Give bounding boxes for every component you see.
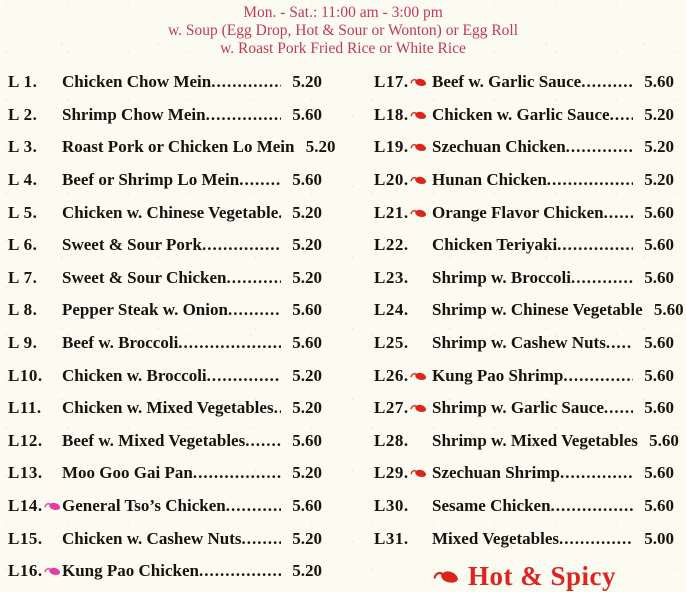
- item-number: L29.: [374, 463, 409, 483]
- dot-leader: [206, 105, 281, 125]
- item-number: L 6.: [8, 235, 38, 255]
- hot-pepper-icon: [410, 208, 428, 218]
- item-number: L25.: [374, 333, 409, 353]
- hot-pepper-icon: [410, 468, 428, 478]
- item-price: 5.20: [292, 267, 322, 287]
- dot-leader: [604, 203, 633, 223]
- item-name: Beef w. Broccoli: [62, 333, 179, 353]
- dot-leader: [604, 398, 633, 418]
- menu-item-row: [374, 99, 674, 132]
- item-number-cell: [374, 333, 432, 353]
- item-number-cell: [8, 235, 62, 255]
- item-name: Chicken Teriyaki: [432, 235, 558, 255]
- item-name: General Tso’s Chicken: [62, 496, 226, 516]
- item-number-cell: [374, 170, 432, 190]
- header-rice-line: w. Roast Pork Fried Rice or White Rice: [220, 40, 466, 57]
- item-number: L12.: [8, 430, 43, 450]
- item-number-cell: [8, 561, 62, 581]
- menu-item-row: [8, 457, 322, 490]
- dot-leader: [202, 235, 281, 255]
- menu-column-left: [8, 66, 336, 592]
- item-number: L13.: [8, 463, 43, 483]
- menu-item-row: [8, 522, 322, 555]
- item-price: 5.60: [292, 430, 322, 450]
- item-price: 5.60: [292, 104, 322, 124]
- item-number: L30.: [374, 496, 409, 516]
- item-name: Shrimp w. Garlic Sauce: [432, 398, 604, 418]
- dot-leader: [563, 366, 633, 386]
- item-number-cell: [8, 529, 62, 549]
- item-number: L19.: [374, 137, 409, 157]
- item-number-cell: [374, 268, 432, 288]
- menu-item-row: [374, 131, 674, 164]
- menu-header: [0, 0, 686, 58]
- item-number: L 8.: [8, 300, 38, 320]
- item-number: L 3.: [8, 137, 38, 157]
- item-price: 5.20: [305, 137, 336, 157]
- dot-leader: [226, 496, 281, 516]
- menu-item-row: [374, 425, 679, 458]
- menu-item-row: [8, 327, 322, 360]
- item-number: L 5.: [8, 202, 38, 222]
- item-number-cell: [8, 431, 62, 451]
- item-price: 5.60: [292, 333, 322, 353]
- dot-leader: [560, 463, 633, 483]
- item-number: L10.: [8, 365, 43, 385]
- item-price: 5.60: [644, 365, 674, 385]
- item-price: 5.60: [292, 496, 322, 516]
- dot-leader: [571, 268, 633, 288]
- item-number-cell: [374, 203, 432, 223]
- menu-item-row: [374, 457, 674, 490]
- menu-item-row: [374, 66, 674, 99]
- dot-leader: [278, 203, 281, 223]
- item-price: 5.00: [644, 528, 674, 548]
- item-number-cell: [374, 137, 432, 157]
- item-price: 5.60: [292, 170, 322, 190]
- item-number-cell: [8, 463, 62, 483]
- item-name: Sesame Chicken: [432, 496, 551, 516]
- hot-spicy-label: Hot & Spicy: [467, 560, 616, 591]
- item-price: 5.60: [653, 300, 684, 320]
- item-price: 5.20: [292, 463, 322, 483]
- menu-columns: [0, 66, 686, 592]
- item-name: Sweet & Sour Pork: [62, 235, 202, 255]
- item-number: L17.: [374, 72, 409, 92]
- item-number: L16.: [8, 561, 43, 581]
- menu-item-row: [8, 359, 322, 392]
- dot-leader: [566, 137, 633, 157]
- dot-leader: [557, 235, 633, 255]
- item-number: L18.: [374, 104, 409, 124]
- item-price: 5.60: [644, 235, 674, 255]
- item-number-cell: [374, 366, 432, 386]
- hot-pepper-icon: [44, 501, 62, 511]
- dot-leader: [606, 333, 633, 353]
- header-hours-line: Mon. - Sat.: 11:00 am - 3:00 pm: [243, 4, 443, 21]
- menu-item-row: [8, 294, 322, 327]
- item-price: 5.20: [292, 398, 322, 418]
- item-price: 5.60: [644, 496, 674, 516]
- dot-leader: [228, 300, 281, 320]
- item-number: L21.: [374, 202, 409, 222]
- item-name: Mixed Vegetables: [432, 528, 560, 548]
- item-name: Kung Pao Shrimp: [432, 365, 564, 385]
- menu-item-row: [374, 262, 674, 295]
- menu-item-row: [8, 229, 322, 262]
- item-number: L 7.: [8, 267, 38, 287]
- hot-pepper-icon: [410, 142, 428, 152]
- hot-pepper-icon: [410, 110, 428, 120]
- item-number-cell: [374, 72, 432, 92]
- menu-item-row: [8, 490, 322, 523]
- item-name: Orange Flavor Chicken: [432, 202, 604, 222]
- item-name: Shrimp Chow Mein: [62, 104, 206, 124]
- item-number: L11.: [8, 398, 42, 418]
- item-number-cell: [374, 431, 432, 451]
- item-number-cell: [8, 333, 62, 353]
- item-price: 5.20: [292, 202, 322, 222]
- item-name: Chicken w. Garlic Sauce: [432, 104, 610, 124]
- item-number-cell: [374, 463, 432, 483]
- item-number: L 9.: [8, 333, 38, 353]
- item-number: L23.: [374, 267, 409, 287]
- item-name: Szechuan Chicken: [432, 137, 566, 157]
- item-name: Chicken w. Chinese Vegetable: [62, 202, 279, 222]
- item-number: L22.: [374, 235, 409, 255]
- item-price: 5.60: [292, 300, 322, 320]
- item-number-cell: [374, 496, 432, 516]
- item-name: Hunan Chicken: [432, 170, 547, 190]
- item-price: 5.60: [644, 267, 674, 287]
- item-name: Chicken w. Cashew Nuts: [62, 528, 242, 548]
- item-name: Beef or Shrimp Lo Mein: [62, 170, 240, 190]
- item-name: Chicken Chow Mein: [62, 72, 212, 92]
- item-name: Beef w. Mixed Vegetables: [62, 430, 246, 450]
- dot-leader: [178, 333, 281, 353]
- item-name: Shrimp w. Cashew Nuts: [432, 333, 606, 353]
- hot-pepper-icon: [410, 77, 428, 87]
- menu-item-row: [374, 164, 674, 197]
- item-number-cell: [374, 105, 432, 125]
- dot-leader: [547, 170, 633, 190]
- dot-leader: [207, 366, 281, 386]
- item-name: Moo Goo Gai Pan: [62, 463, 193, 483]
- dot-leader: [551, 496, 633, 516]
- item-number: L15.: [8, 528, 43, 548]
- menu-item-row: [374, 327, 674, 360]
- item-name: Chicken w. Broccoli: [62, 365, 207, 385]
- menu-item-row: [374, 229, 674, 262]
- item-number-cell: [8, 203, 62, 223]
- item-price: 5.20: [292, 365, 322, 385]
- menu-item-row: [374, 294, 684, 327]
- dot-leader: [274, 398, 281, 418]
- dot-leader: [199, 561, 281, 581]
- item-number-cell: [374, 529, 432, 549]
- item-number-cell: [374, 300, 432, 320]
- header-soup-line: w. Soup (Egg Drop, Hot & Sour or Wonton) or Egg Roll: [167, 22, 519, 39]
- item-price: 5.20: [292, 72, 322, 92]
- item-number: L20.: [374, 170, 409, 190]
- menu-item-row: [8, 131, 336, 164]
- item-number: L 1.: [8, 72, 38, 92]
- item-price: 5.60: [644, 333, 674, 353]
- item-number: L31.: [374, 528, 409, 548]
- dot-leader: [227, 268, 282, 288]
- menu-item-row: [374, 490, 674, 523]
- dot-leader: [239, 170, 281, 190]
- hot-spicy-legend: [374, 561, 674, 592]
- item-number-cell: [8, 72, 62, 92]
- item-number-cell: [8, 300, 62, 320]
- item-name: Shrimp w. Mixed Vegetables: [432, 430, 638, 450]
- item-price: 5.20: [644, 170, 674, 190]
- item-name: Pepper Steak w. Onion: [62, 300, 228, 320]
- item-name: Shrimp w. Broccoli: [432, 267, 571, 287]
- item-number: L 2.: [8, 104, 38, 124]
- hot-pepper-icon: [433, 569, 461, 584]
- menu-item-row: [8, 164, 322, 197]
- item-price: 5.60: [644, 463, 674, 483]
- hot-pepper-icon: [410, 371, 428, 381]
- item-number-cell: [374, 235, 432, 255]
- menu-item-row: [8, 66, 322, 99]
- menu-item-row: [8, 392, 322, 425]
- item-price: 5.60: [649, 430, 679, 450]
- menu-item-row: [374, 359, 674, 392]
- item-name: Beef w. Garlic Sauce: [432, 72, 582, 92]
- menu-item-row: [8, 555, 322, 588]
- hot-pepper-icon: [44, 566, 62, 576]
- item-name: Kung Pao Chicken: [62, 561, 199, 581]
- menu-item-row: [374, 196, 674, 229]
- item-name: Roast Pork or Chicken Lo Mein: [62, 137, 295, 157]
- item-number-cell: [8, 398, 62, 418]
- item-number-cell: [8, 105, 62, 125]
- item-number: L 4.: [8, 170, 38, 190]
- hot-pepper-icon: [410, 403, 428, 413]
- menu-item-row: [8, 99, 322, 132]
- hot-pepper-icon: [410, 175, 428, 185]
- item-price: 5.60: [644, 72, 674, 92]
- item-number: L14.: [8, 496, 43, 516]
- dot-leader: [610, 105, 633, 125]
- menu-item-row: [374, 522, 674, 555]
- item-number-cell: [8, 496, 62, 516]
- item-number: L27.: [374, 398, 409, 418]
- menu-item-row: [374, 392, 674, 425]
- menu-item-row: [8, 196, 322, 229]
- item-number: L24.: [374, 300, 409, 320]
- dot-leader: [193, 463, 281, 483]
- dot-leader: [241, 529, 281, 549]
- item-number: L28.: [374, 430, 409, 450]
- dot-leader: [245, 431, 281, 451]
- item-number-cell: [8, 366, 62, 386]
- item-price: 5.20: [644, 137, 674, 157]
- item-price: 5.60: [644, 398, 674, 418]
- dot-leader: [211, 72, 281, 92]
- item-number-cell: [8, 137, 62, 157]
- item-price: 5.20: [292, 235, 322, 255]
- item-price: 5.20: [292, 561, 322, 581]
- item-name: Sweet & Sour Chicken: [62, 267, 227, 287]
- item-price: 5.20: [292, 528, 322, 548]
- item-name: Chicken w. Mixed Vegetables: [62, 398, 274, 418]
- dot-leader: [581, 72, 633, 92]
- menu-item-row: [8, 425, 322, 458]
- item-price: 5.60: [644, 202, 674, 222]
- item-price: 5.20: [644, 104, 674, 124]
- menu-column-right: [374, 66, 684, 592]
- item-number-cell: [8, 170, 62, 190]
- item-name: Szechuan Shrimp: [432, 463, 560, 483]
- dot-leader: [559, 529, 633, 549]
- item-name: Shrimp w. Chinese Vegetable: [432, 300, 643, 320]
- item-number-cell: [374, 398, 432, 418]
- menu-item-row: [8, 262, 322, 295]
- item-number-cell: [8, 268, 62, 288]
- item-number: L26.: [374, 365, 409, 385]
